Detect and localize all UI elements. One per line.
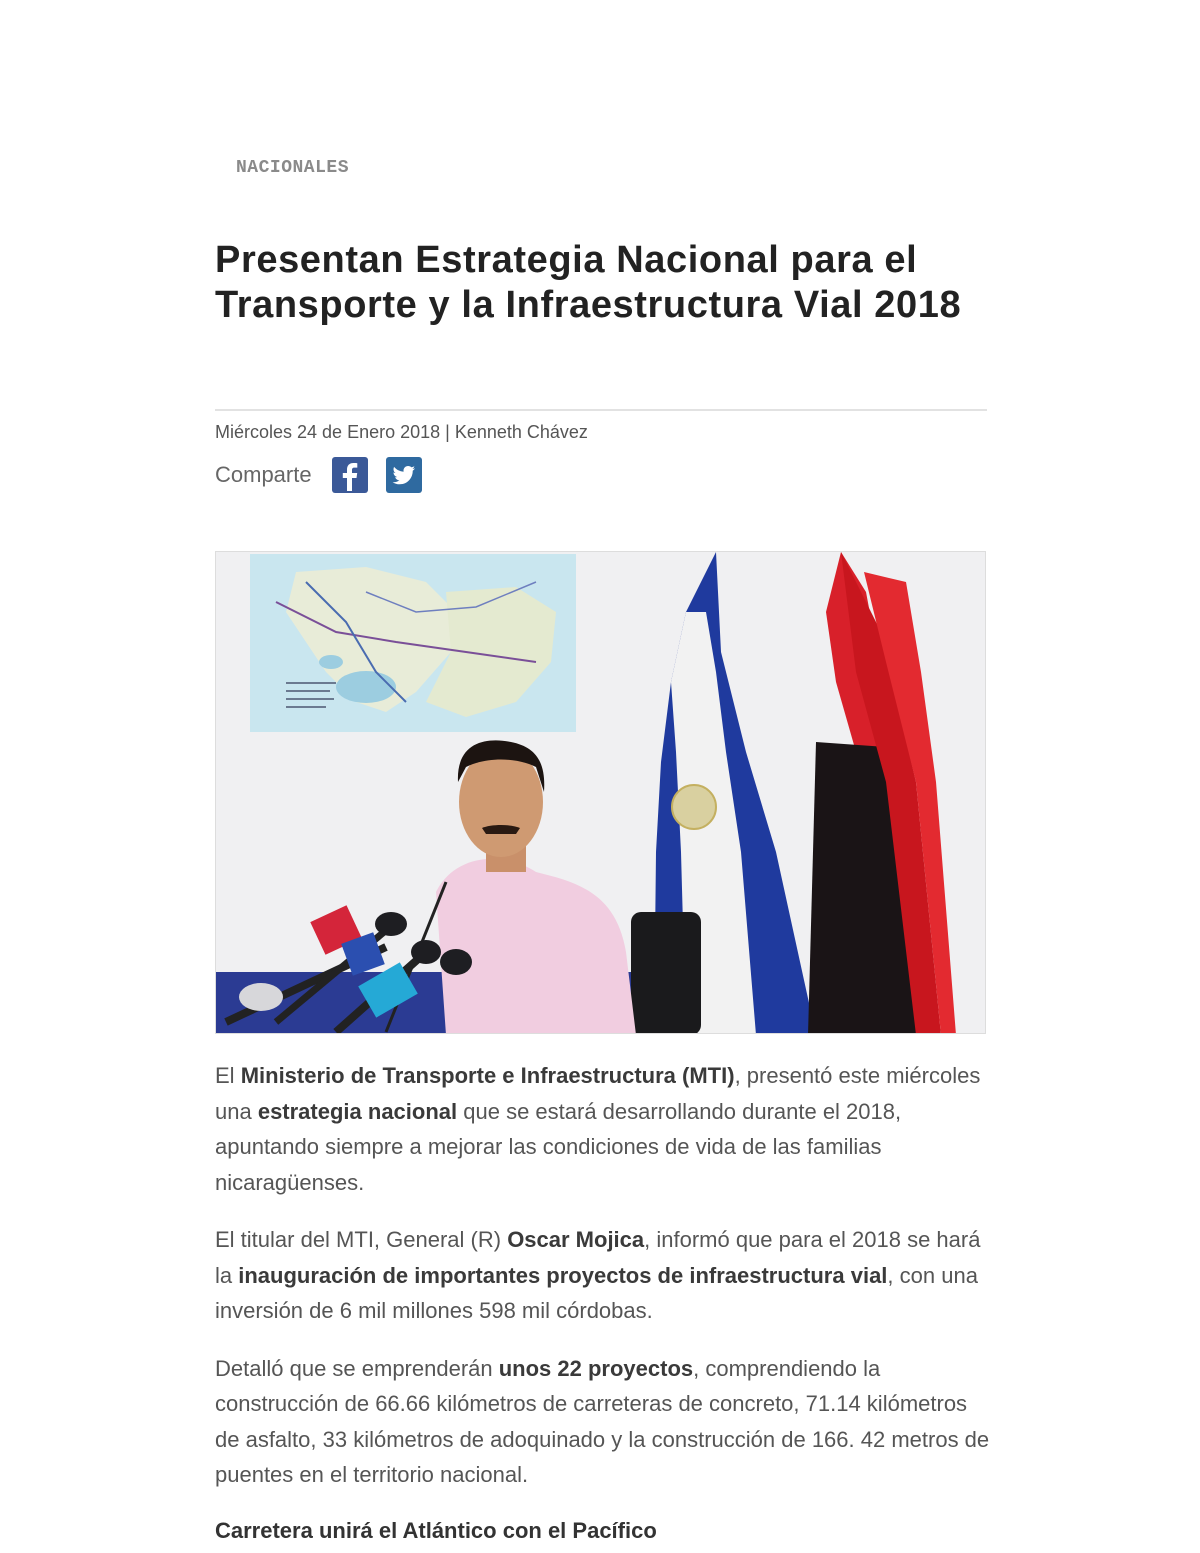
article-meta [215, 422, 588, 443]
projected-map [250, 554, 576, 732]
article-date: Miércoles 24 de Enero 2018 [215, 422, 441, 442]
paragraph [215, 1351, 990, 1493]
text-run: Detalló que se emprenderán [215, 1355, 499, 1381]
text-run: , comprendiendo la construcción de 66.66 kilómetros de carreteras de concreto, 71.14 kilómetros de asfalto, 33 kilómetros de adoquinado y la construcción de 166. 42 metros de puentes en el territorio nacional. [215, 1355, 990, 1487]
bold-text: inauguración de importantes proyectos de infraestructura vial [238, 1262, 888, 1288]
text-run: El titular del MTI, General (R) [215, 1227, 508, 1252]
bold-text: unos 22 proyectos [498, 1355, 694, 1381]
article-category[interactable]: NACIONALES [236, 158, 350, 178]
meta-separator: | [440, 422, 455, 442]
twitter-icon[interactable] [386, 457, 422, 493]
article-title: Presentan Estrategia Nacional para el Transporte y la Infraestructura Vial 2018 [215, 239, 962, 326]
bold-text: Oscar Mojica [507, 1227, 645, 1252]
text-run: , informó que para el 2018 se hará la [215, 1227, 981, 1288]
article-photo [215, 551, 986, 1034]
article-author[interactable]: Kenneth Chávez [454, 422, 588, 442]
bold-text: estrategia nacional [257, 1098, 458, 1124]
section-subheading: Carretera unirá el Atlántico con el Pacífico [215, 1518, 657, 1543]
text-run: , con una inversión de 6 mil millones 598 mil córdobas. [215, 1262, 978, 1323]
share-bar [215, 455, 440, 495]
share-label: Comparte [215, 462, 312, 487]
facebook-icon[interactable] [332, 457, 368, 493]
paragraph [215, 1222, 990, 1329]
bold-text: Ministerio de Transporte e Infraestructura (MTI) [240, 1063, 735, 1088]
title-divider [215, 409, 987, 411]
article-body [215, 1058, 990, 1515]
text-run: que se estará desarrollando durante el 2018, apuntando siempre a mejorar las condiciones de vida de las familias nicaragüenses. [215, 1098, 902, 1195]
paragraph [215, 1058, 990, 1200]
text-run: El [215, 1063, 241, 1088]
text-run: , presentó este miércoles una [215, 1063, 981, 1124]
